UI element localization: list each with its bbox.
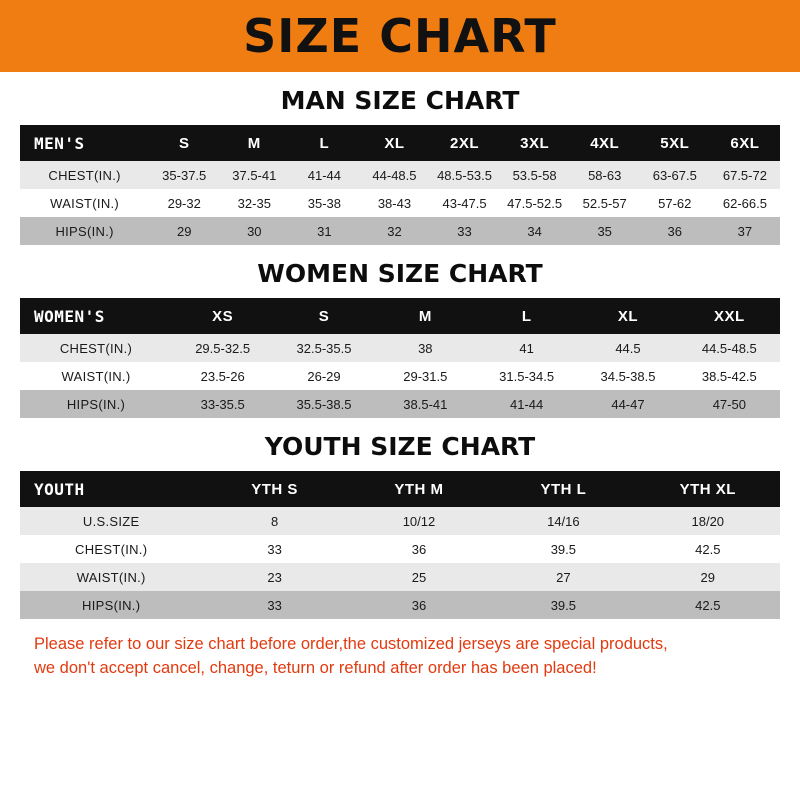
cell: 42.5 — [695, 541, 721, 557]
cell: 35.5-38.5 — [296, 396, 352, 412]
cell: 37 — [737, 223, 753, 239]
cell: 33-35.5 — [200, 396, 245, 412]
table-row — [20, 362, 780, 390]
cell: 36 — [411, 597, 427, 613]
cell: 47-50 — [712, 396, 746, 412]
cell: 14/16 — [547, 513, 580, 529]
section-men — [20, 86, 780, 245]
column-header: 2XL — [450, 134, 480, 152]
cell: 62-66.5 — [722, 195, 767, 211]
row-label: WAIST(IN.) — [76, 569, 146, 585]
column-header: M — [418, 307, 432, 325]
table-header-row — [20, 125, 780, 161]
column-header: YTH M — [394, 480, 444, 498]
column-header: S — [178, 134, 190, 152]
column-header: WOMEN'S — [34, 306, 105, 326]
column-header: 5XL — [660, 134, 690, 152]
cell: 44-48.5 — [372, 167, 417, 183]
table-row — [20, 189, 780, 217]
column-header: XL — [617, 307, 639, 325]
header-banner — [0, 0, 800, 72]
cell: 32.5-35.5 — [296, 340, 352, 356]
cell: 34.5-38.5 — [600, 368, 656, 384]
cell: 23 — [267, 569, 282, 585]
table-row — [20, 507, 780, 535]
cell: 25 — [411, 569, 427, 585]
column-header: XS — [212, 307, 234, 325]
cell: 18/20 — [691, 513, 725, 529]
cell: 31.5-34.5 — [499, 368, 555, 384]
column-header: 4XL — [590, 134, 620, 152]
section-title-youth: YOUTH SIZE CHART — [264, 432, 536, 461]
cell: 44.5 — [615, 340, 641, 356]
table-row — [20, 161, 780, 189]
section-youth — [20, 432, 780, 619]
cell: 26-29 — [307, 368, 341, 384]
cell: 29-32 — [167, 195, 201, 211]
cell: 36 — [411, 541, 427, 557]
cell: 41-44 — [307, 167, 341, 183]
column-header: YOUTH — [34, 479, 85, 499]
cell: 29.5-32.5 — [195, 340, 251, 356]
section-women — [20, 259, 780, 418]
table-women — [20, 298, 780, 418]
column-header: 3XL — [520, 134, 550, 152]
row-label: U.S.SIZE — [82, 513, 140, 529]
cell: 8 — [270, 513, 279, 529]
table-header-row — [20, 471, 780, 507]
cell: 35 — [597, 223, 612, 239]
cell: 41 — [519, 340, 534, 356]
cell: 29 — [176, 223, 192, 239]
cell: 63-67.5 — [652, 167, 697, 183]
table-youth — [20, 471, 780, 619]
cell: 33 — [267, 597, 282, 613]
cell: 39.5 — [550, 541, 577, 557]
column-header: L — [521, 307, 532, 325]
row-label: CHEST(IN.) — [59, 340, 133, 356]
row-label: HIPS(IN.) — [82, 597, 141, 613]
table-row — [20, 334, 780, 362]
content-area — [0, 72, 800, 800]
cell: 57-62 — [658, 195, 692, 211]
cell: 47.5-52.5 — [507, 195, 563, 211]
column-header: 6XL — [730, 134, 760, 152]
note-line-2: we don't accept cancel, change, teturn or refund after order has been placed! — [34, 658, 597, 677]
disclaimer-note — [20, 633, 780, 691]
row-label: HIPS(IN.) — [66, 396, 126, 412]
column-header: XL — [384, 134, 405, 152]
table-men — [20, 125, 780, 245]
note-line-1: Please refer to our size chart before order,the customized jerseys are special products, — [34, 635, 668, 653]
page-title: SIZE CHART — [243, 9, 557, 63]
cell: 35-37.5 — [162, 167, 207, 183]
column-header: S — [318, 307, 330, 325]
cell: 38-43 — [377, 195, 412, 211]
column-header: YTH XL — [679, 480, 736, 498]
cell: 37.5-41 — [232, 167, 277, 183]
cell: 53.5-58 — [512, 167, 557, 183]
row-label: CHEST(IN.) — [48, 167, 121, 183]
table-row — [20, 390, 780, 418]
cell: 67.5-72 — [722, 167, 767, 183]
table-row — [20, 591, 780, 619]
cell: 27 — [556, 569, 571, 585]
cell: 38.5-42.5 — [701, 368, 757, 384]
cell: 58-63 — [588, 167, 622, 183]
cell: 44.5-48.5 — [701, 340, 757, 356]
section-title-men: MAN SIZE CHART — [280, 86, 520, 115]
column-header: YTH L — [540, 480, 587, 498]
cell: 33 — [267, 541, 282, 557]
column-header: M — [247, 134, 261, 152]
row-label: WAIST(IN.) — [50, 195, 120, 211]
table-row — [20, 535, 780, 563]
cell: 29-31.5 — [403, 368, 448, 384]
row-label: WAIST(IN.) — [61, 368, 131, 384]
cell: 38.5-41 — [403, 396, 448, 412]
cell: 35-38 — [307, 195, 341, 211]
row-label: HIPS(IN.) — [55, 223, 114, 239]
column-header: L — [319, 134, 330, 152]
table-row — [20, 217, 780, 245]
cell: 42.5 — [695, 597, 721, 613]
cell: 43-47.5 — [442, 195, 487, 211]
row-label: CHEST(IN.) — [75, 541, 148, 557]
cell: 29 — [700, 569, 716, 585]
cell: 32-35 — [237, 195, 271, 211]
column-header: YTH S — [251, 480, 298, 498]
cell: 31 — [317, 223, 332, 239]
cell: 41-44 — [510, 396, 544, 412]
cell: 30 — [247, 223, 262, 239]
cell: 36 — [667, 223, 682, 239]
cell: 10/12 — [402, 513, 436, 529]
cell: 44-47 — [611, 396, 645, 412]
column-header: XXL — [713, 307, 745, 325]
cell: 33 — [457, 223, 472, 239]
cell: 38 — [418, 340, 433, 356]
table-row — [20, 563, 780, 591]
column-header: MEN'S — [34, 133, 85, 153]
cell: 32 — [387, 223, 402, 239]
cell: 34 — [527, 223, 542, 239]
section-title-women: WOMEN SIZE CHART — [257, 259, 543, 288]
cell: 39.5 — [550, 597, 577, 613]
cell: 23.5-26 — [200, 368, 245, 384]
cell: 48.5-53.5 — [437, 167, 492, 183]
cell: 52.5-57 — [582, 195, 627, 211]
table-header-row — [20, 298, 780, 334]
